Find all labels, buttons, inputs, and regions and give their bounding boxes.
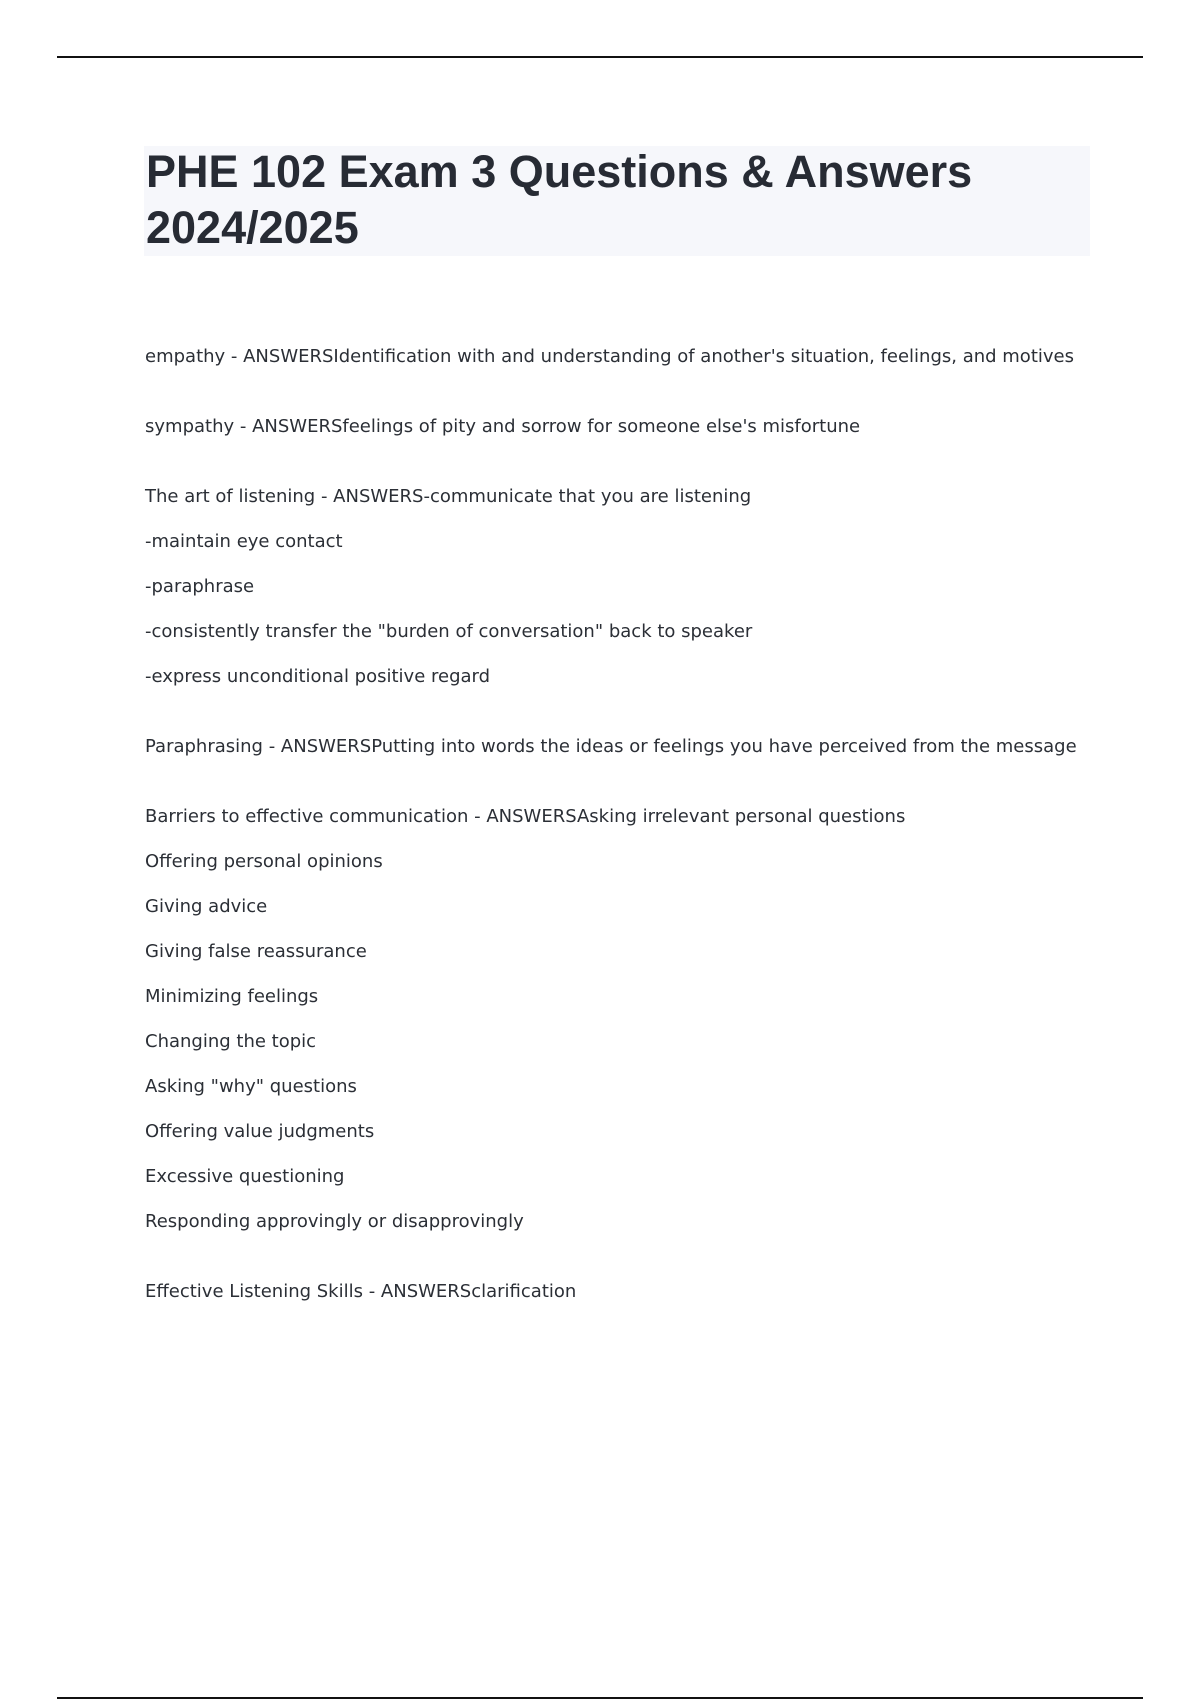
qa-line: -consistently transfer the "burden of conversation" back to speaker — [145, 621, 753, 642]
qa-line: sympathy - ANSWERSfeelings of pity and sorrow for someone else's misfortune — [145, 416, 861, 437]
qa-line: Paraphrasing - ANSWERSPutting into words the ideas or feelings you have perceived from the message — [145, 736, 1077, 757]
qa-line: The art of listening - ANSWERS-communicate that you are listening — [145, 486, 752, 507]
qa-entry-art-of-listening — [145, 484, 1105, 690]
page-title — [146, 144, 1086, 256]
qa-line: Asking "why" questions — [145, 1076, 357, 1097]
bottom-rule — [57, 1697, 1143, 1699]
qa-content — [145, 344, 1105, 1349]
qa-entry-paraphrasing — [145, 734, 1105, 760]
qa-entry-effective-listening — [145, 1279, 1105, 1305]
qa-entry-empathy — [145, 344, 1105, 370]
qa-line: -maintain eye contact — [145, 531, 343, 552]
qa-line: Giving advice — [145, 896, 268, 917]
qa-line: Minimizing feelings — [145, 986, 319, 1007]
qa-line: Offering personal opinions — [145, 851, 383, 872]
qa-line: Effective Listening Skills - ANSWERSclarification — [145, 1281, 577, 1302]
qa-line: Giving false reassurance — [145, 941, 367, 962]
title-line-2: 2024/2025 — [146, 202, 359, 253]
qa-line: Responding approvingly or disapprovingly — [145, 1211, 524, 1232]
qa-line: Offering value judgments — [145, 1121, 375, 1142]
qa-line: -express unconditional positive regard — [145, 666, 491, 687]
qa-line: Changing the topic — [145, 1031, 317, 1052]
top-rule — [57, 56, 1143, 58]
qa-entry-sympathy — [145, 414, 1105, 440]
qa-line: Excessive questioning — [145, 1166, 345, 1187]
title-line-1: PHE 102 Exam 3 Questions & Answers — [146, 146, 973, 197]
qa-line: -paraphrase — [145, 576, 255, 597]
qa-line: empathy - ANSWERSIdentification with and understanding of another's situation, feelings, and motives — [145, 346, 1074, 367]
qa-entry-barriers — [145, 804, 1105, 1235]
qa-line: Barriers to effective communication - ANSWERSAsking irrelevant personal questions — [145, 806, 906, 827]
